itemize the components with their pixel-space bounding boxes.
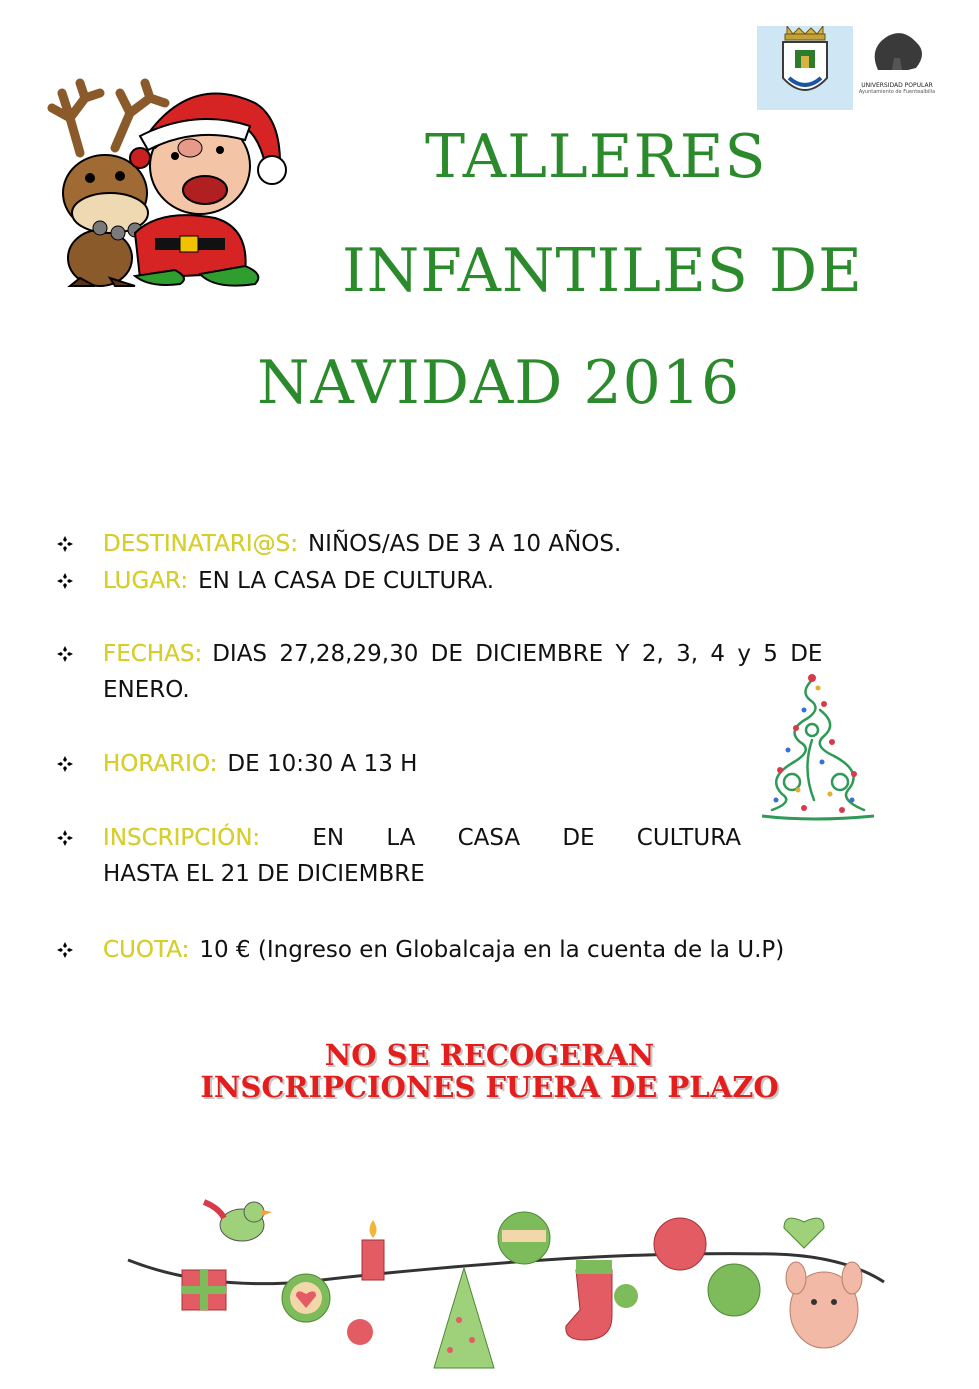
info-label: HORARIO: xyxy=(103,751,218,777)
info-value-continued: ENERO. xyxy=(103,677,190,703)
info-label: INSCRIPCIÓN: xyxy=(103,825,261,851)
christmas-tree-illustration xyxy=(752,670,882,828)
diamond-bullet-icon xyxy=(55,940,75,960)
gift-icon xyxy=(182,1270,226,1310)
info-lugar xyxy=(55,563,915,599)
tree-ornament-icon xyxy=(434,1268,494,1368)
title-line-1: TALLERES xyxy=(425,122,767,192)
stocking-icon xyxy=(566,1260,612,1340)
warning-line-2: INSCRIPCIONES FUERA DE PLAZO xyxy=(200,1070,779,1104)
up-logo-subtitle: Ayuntamiento de Fuentealbilla xyxy=(858,89,936,95)
info-word: CASA xyxy=(457,825,521,851)
tree-logo-icon xyxy=(858,28,936,78)
warning-line-1: NO SE RECOGERAN xyxy=(324,1038,655,1072)
info-value: NIÑOS/AS DE 3 A 10 AÑOS. xyxy=(307,531,622,557)
info-value: DE 10:30 A 13 H xyxy=(227,751,418,777)
info-label: CUOTA: xyxy=(103,937,190,963)
info-destinatarios xyxy=(55,526,915,562)
diamond-bullet-icon xyxy=(55,644,75,664)
info-value: 10 € (Ingreso en Globalcaja en la cuenta de la U.P) xyxy=(199,937,785,963)
title-line-3: NAVIDAD 2016 xyxy=(257,348,741,418)
info-label: FECHAS: xyxy=(103,641,203,667)
info-value: EN LA CASA DE CULTURA. xyxy=(198,568,495,594)
up-logo-title: UNIVERSIDAD POPULAR xyxy=(861,82,933,89)
heart-ornament-icon xyxy=(282,1274,330,1322)
info-word: CULTURA xyxy=(636,825,741,851)
bunny-icon xyxy=(786,1262,862,1348)
diamond-bullet-icon xyxy=(55,828,75,848)
ornament-ball-icon xyxy=(708,1264,760,1316)
diamond-bullet-icon xyxy=(55,571,75,591)
info-word: EN xyxy=(312,825,345,851)
heart-icon xyxy=(784,1218,824,1248)
info-cuota xyxy=(55,932,915,968)
info-label: DESTINATARI@S: xyxy=(103,531,298,557)
title-line-2: INFANTILES DE xyxy=(342,236,863,306)
christmas-garland-illustration xyxy=(124,1190,894,1380)
candle-icon xyxy=(362,1220,384,1280)
universidad-popular-logo xyxy=(858,28,936,98)
bird-icon xyxy=(204,1202,272,1241)
diamond-bullet-icon xyxy=(55,534,75,554)
info-word: LA xyxy=(386,825,416,851)
info-inscripcion xyxy=(55,820,915,892)
ornament-ball-icon xyxy=(654,1218,706,1270)
reindeer-elf-illustration xyxy=(40,78,290,290)
info-label: LUGAR: xyxy=(103,568,189,594)
diamond-bullet-icon xyxy=(55,754,75,774)
town-crest-logo xyxy=(757,26,853,110)
info-value: DIAS 27,28,29,30 DE DICIEMBRE Y 2, 3, 4 y 5 DE xyxy=(212,641,823,667)
town-crest-icon xyxy=(757,26,853,110)
info-value-continued: HASTA EL 21 DE DICIEMBRE xyxy=(103,861,425,887)
info-word: DE xyxy=(562,825,595,851)
